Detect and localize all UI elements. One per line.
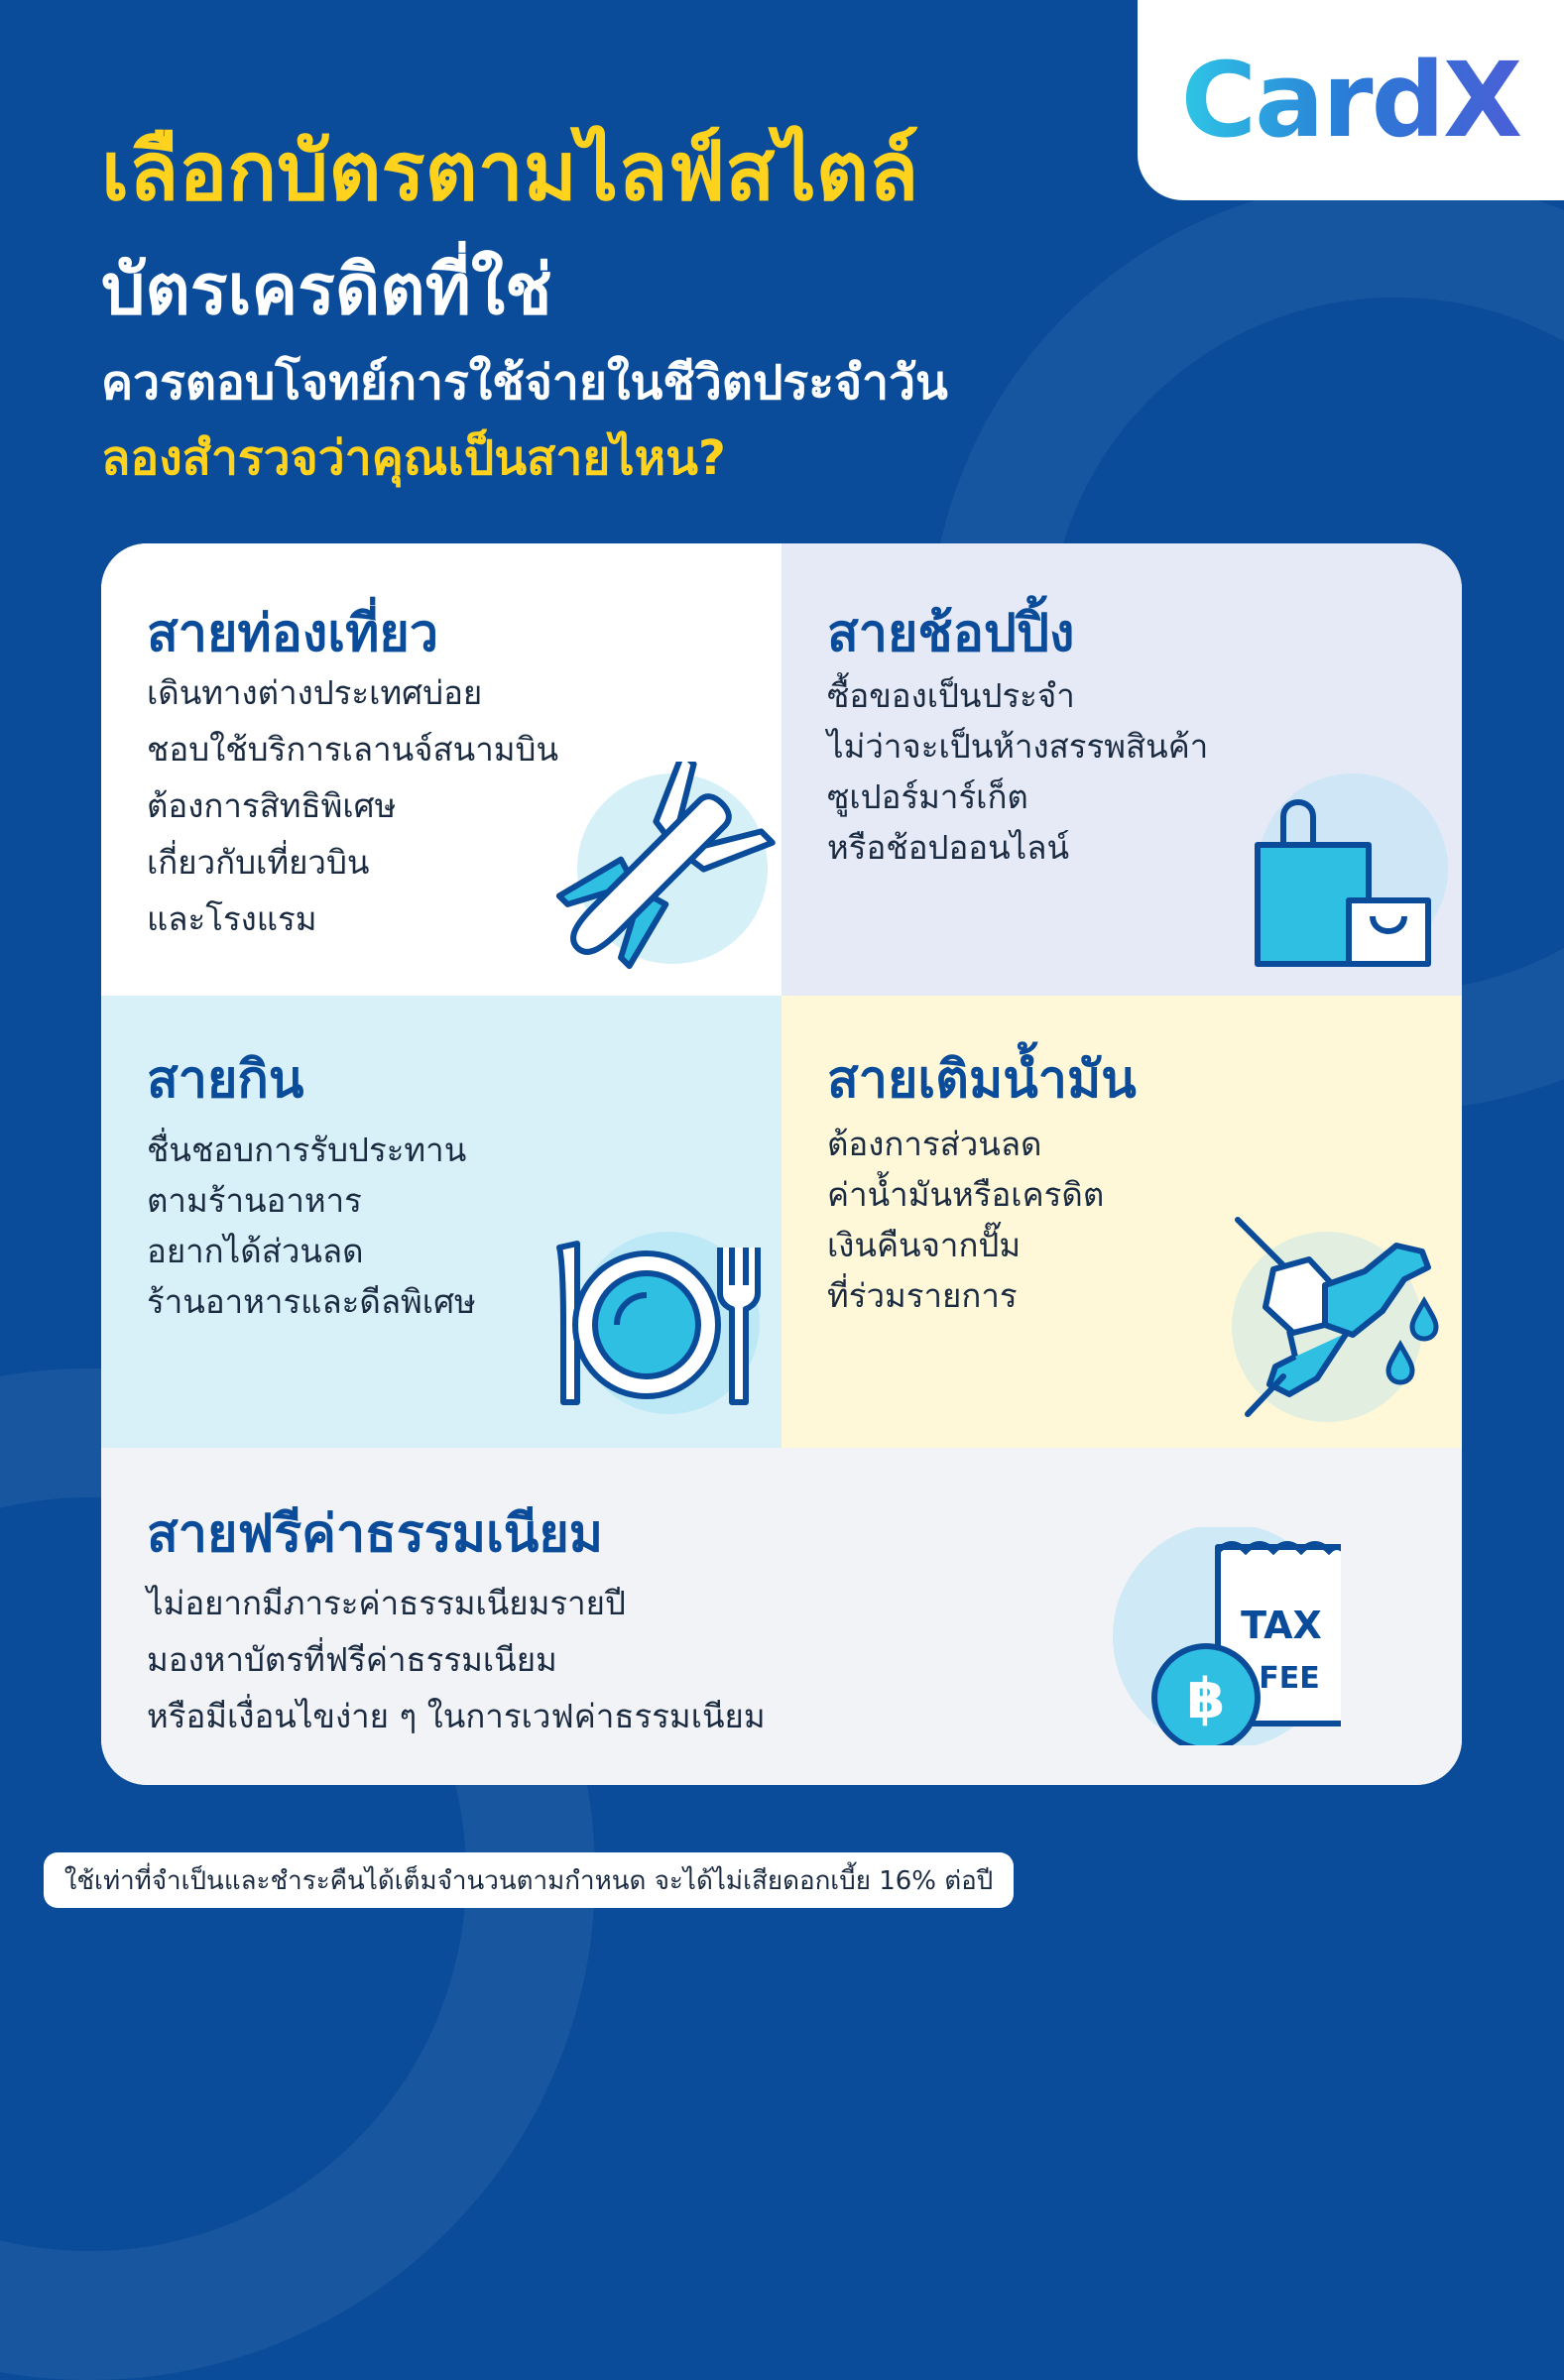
description-line: เงินคืนจากปั๊ม: [827, 1226, 1022, 1264]
description-line: เดินทางต่างประเทศบ่อย: [147, 673, 483, 712]
fuel-nozzle-icon: [1198, 1208, 1456, 1432]
airplane-icon: [538, 762, 776, 980]
description-line: มองหาบัตรที่ฟรีค่าธรรมเนียม: [147, 1640, 557, 1679]
description-line: ชอบใช้บริการเลานจ์สนามบิน: [147, 730, 558, 769]
description-line: หรือมีเงื่อนไขง่าย ๆ ในการเวฟค่าธรรมเนียม: [147, 1697, 766, 1735]
description-line: ไม่ว่าจะเป็นห้างสรรพสินค้า: [827, 727, 1209, 766]
description-line: และโรงแรม: [147, 899, 317, 938]
category-description: [827, 1119, 1104, 1321]
description-line: หรือช้อปออนไลน์: [827, 828, 1070, 867]
shopping-bag-icon: [1218, 762, 1456, 980]
description-line: ชื่นชอบการรับประทาน: [147, 1130, 467, 1169]
category-description: [147, 1125, 476, 1327]
category-title: สายกิน: [147, 1050, 304, 1110]
description-line: ไม่อยากมีภาระค่าธรรมเนียมรายปี: [147, 1584, 626, 1622]
logo-card: [1138, 0, 1564, 200]
description-line: อยากได้ส่วนลด: [147, 1232, 364, 1270]
description-line: ซูเปอร์มาร์เก็ต: [827, 777, 1028, 816]
description-line: ต้องการสิทธิพิเศษ: [147, 786, 397, 825]
headline-question: ลองสำรวจว่าคุณเป็นสายไหน?: [101, 430, 726, 486]
description-line: ที่ร่วมรายการ: [827, 1276, 1018, 1315]
description-line: ค่าน้ำมันหรือเครดิต: [827, 1175, 1105, 1214]
description-line: ซื้อของเป็นประจำ: [827, 676, 1075, 715]
receipt-tax-label: TAX: [1241, 1604, 1322, 1647]
footer-note: [44, 1852, 1014, 1908]
headline-description: ควรตอบโจทย์การใช้จ่ายในชีวิตประจำวัน: [101, 355, 948, 411]
footer-text: ใช้เท่าที่จำเป็นและชำระคืนได้เต็มจำนวนตามกำหนด จะได้ไม่เสียดอกเบี้ย 16% ต่อปี: [63, 1865, 994, 1896]
category-title: สายท่องเที่ยว: [147, 604, 439, 663]
category-title: สายช้อปปิ้ง: [827, 604, 1075, 663]
receipt-fee-label: FEE: [1259, 1661, 1320, 1696]
headline-title: เลือกบัตรตามไลฟ์สไตล์: [101, 125, 919, 219]
category-description: [147, 664, 558, 947]
category-description: [147, 1575, 766, 1744]
category-travel: [101, 543, 782, 996]
category-title: สายเติมน้ำมัน: [827, 1050, 1137, 1110]
headline-subtitle: บัตรเครดิตที่ใช่: [101, 249, 552, 330]
category-food: [101, 996, 782, 1448]
category-description: [827, 670, 1208, 873]
category-fee-free: [101, 1448, 1462, 1785]
cardx-logo: CardX: [1180, 40, 1521, 161]
description-line: ตามร้านอาหาร: [147, 1181, 362, 1220]
plate-fork-knife-icon: [538, 1214, 776, 1432]
category-title: สายฟรีค่าธรรมเนียม: [147, 1504, 604, 1564]
tax-fee-receipt-icon: [1043, 1527, 1341, 1745]
description-line: เกี่ยวกับเที่ยวบิน: [147, 843, 370, 882]
baht-coin-icon: ฿: [1186, 1667, 1226, 1731]
category-shopping: [782, 543, 1462, 996]
description-line: ต้องการส่วนลด: [827, 1125, 1042, 1163]
description-line: ร้านอาหารและดีลพิเศษ: [147, 1282, 476, 1321]
lifestyle-panel: [101, 543, 1462, 1785]
category-fuel: [782, 996, 1462, 1448]
